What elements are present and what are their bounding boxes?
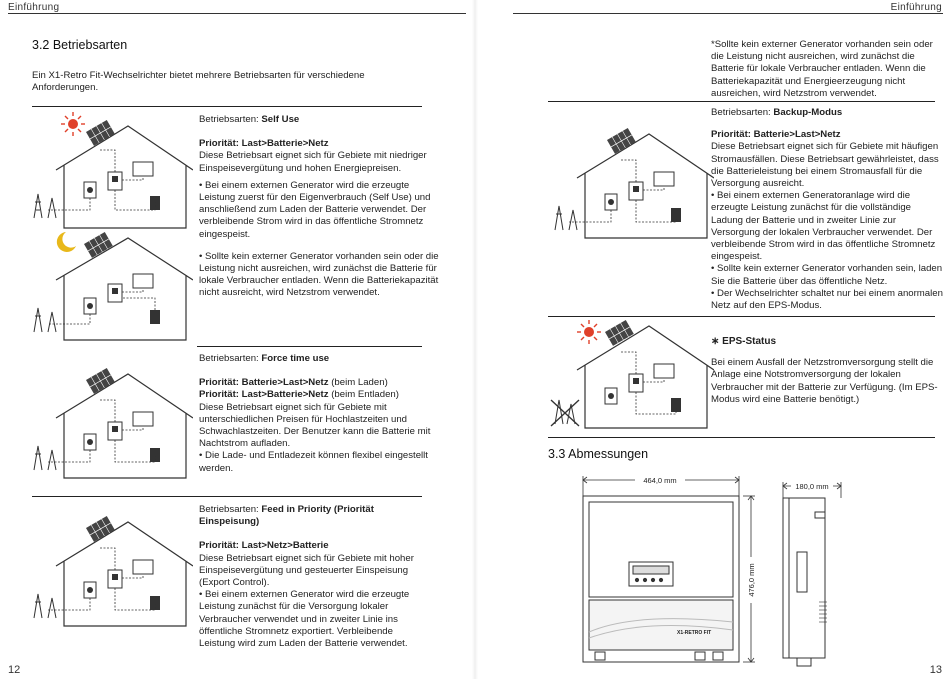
right-page	[475, 0, 950, 679]
backup-mode-block	[711, 107, 943, 312]
running-head-left: Einführung	[8, 2, 60, 13]
feed-in-priority-note: • Bei einem externen Generator wird die erzeugte Leistung zunächst für die Versorgung lokaler Verbraucher verwendet und in zweiter Linie ins öffentliche Stromnetz exportiert. Verbleibende Leistung wird zum Laden der Batterie verwendet.	[199, 589, 410, 650]
divider	[32, 106, 422, 107]
sun-icon	[577, 320, 601, 344]
pylon-icon	[34, 194, 56, 218]
divider	[197, 346, 422, 347]
section-title-betriebsarten: 3.2 Betriebsarten	[32, 38, 128, 52]
grid-off-icon	[551, 400, 579, 426]
force-time-use-priority-discharge: Priorität: Last>Batterie>Netz (beim Entladen)	[199, 389, 399, 401]
solar-panel-icon	[607, 128, 636, 154]
moon-icon	[57, 232, 76, 252]
divider	[32, 496, 422, 497]
front-view-drawing	[583, 496, 739, 662]
self-use-title: Betriebsarten: Self Use	[199, 114, 300, 125]
backup-mode-note-generator: • Bei einem externen Generatoranlage wird die erzeugte Leistung zunächst für die vollständige Ladung der Batterie und in zweiter Linie zur Versorgung der lokalen Verbraucher verwendet. Der verbleibende Strom wird in das öffentliche Stromnetz eingespeist.	[711, 190, 936, 263]
feed-in-priority-title: Betriebsarten: Feed in Priority (Priorität Einspeisung)	[199, 504, 374, 528]
eps-status-block	[711, 336, 943, 406]
force-time-use-title: Betriebsarten: Force time use	[199, 353, 330, 364]
solar-panel-icon	[84, 232, 113, 258]
backup-mode-priority: Priorität: Batterie>Last>Netz	[711, 129, 841, 141]
meter-box-icon	[654, 364, 674, 378]
meter-box-icon	[654, 172, 674, 186]
backup-mode-note-eps: • Der Wechselrichter schaltet nur bei einem anormalen Netz auf den EPS-Modus.	[711, 287, 943, 312]
force-time-use-diagram	[28, 360, 193, 485]
solar-panel-icon	[86, 368, 115, 394]
width-dimension-label: 464,0 mm	[643, 476, 677, 485]
solar-panel-icon	[605, 320, 634, 346]
eps-status-desc: Bei einem Ausfall der Netzstromversorgung stellt die Anlage eine Notstromversorgung der lokalen Verbraucher mit der Batterie zur Verfügung. (Im EPS-Modus wird eine Batterie benötigt.)	[711, 357, 938, 405]
backup-mode-desc: Diese Betriebsart eignet sich für Gebiete mit häufigen Stromausfällen. Diese Betriebsart gewährleistet, dass die Batterieleistung bei einem Stromausfall für die Versorgung ausreicht.	[711, 141, 939, 190]
solar-panel-icon	[86, 516, 115, 542]
page-number-left: 12	[8, 664, 21, 676]
meter-box-icon	[133, 162, 153, 176]
self-use-block	[199, 114, 439, 300]
sun-icon	[61, 112, 85, 136]
self-use-note-no-generator: • Sollte kein externer Generator vorhanden sein oder die Leistung nicht ausreichen, wird zunächst die Batterie für lokale Verbraucher entladen. Wenn die Batteriekapazität nicht ausreicht, wird Netzstrom verwendet.	[199, 250, 439, 299]
force-time-use-note: • Die Lade- und Entladezeit können flexibel eingestellt werden.	[199, 450, 428, 474]
divider	[548, 437, 935, 438]
feed-in-priority-desc: Diese Betriebsart eignet sich für Gebiete mit hoher Einspeisevergütung und gesteuerter Einspeisung (Export Control).	[199, 552, 414, 589]
self-use-priority: Priorität: Last>Batterie>Netz	[199, 138, 329, 150]
running-head-right: Einführung	[890, 2, 942, 13]
force-time-use-priority-charge: Priorität: Batterie>Last>Netz (beim Laden)	[199, 377, 388, 389]
product-label: X1-RETRO FIT	[677, 630, 712, 636]
header-rule	[513, 13, 943, 14]
dimension-drawing	[575, 472, 875, 672]
header-rule	[8, 13, 466, 14]
backup-preceding-note: *Sollte kein externer Generator vorhanden sein oder die Leistung nicht ausreichen, wird zunächst die Batterie für lokale Verbraucher entladen. Wenn die Batteriekapazität und Energieerzeugung nicht ausreichen, wird Netzstrom verwendet.	[711, 39, 933, 99]
force-time-use-block	[199, 353, 439, 475]
meter-box-icon	[133, 274, 153, 288]
self-use-day-diagram	[28, 110, 193, 235]
backup-mode-diagram	[549, 120, 714, 245]
pylon-icon	[34, 446, 56, 470]
pylon-icon	[34, 308, 56, 332]
height-dimension-label: 476,0 mm	[747, 563, 756, 597]
pylon-icon	[555, 206, 577, 230]
self-use-note-generator: • Bei einem externen Generator wird die erzeugte Leistung zuerst für den Eigenverbrauch (Self Use) und anschließend zum Laden der Batterie verwendet. Der verbleibende Strom wird in das öffentliche Stromnetz eingespeist.	[199, 179, 431, 240]
self-use-desc: Diese Betriebsart eignet sich für Gebiete mit niedriger Einspeisevergütung und hohen Energiepreisen.	[199, 150, 427, 174]
eps-status-title: ∗ EPS-Status	[711, 336, 777, 347]
feed-in-priority-diagram	[28, 508, 193, 633]
force-time-use-desc: Diese Betriebsart eignet sich für Gebiete mit unterschiedlichen Preisen für Hochlastzeiten und Schwachlastzeiten. Der Benutzer kann die Batterie mit Nachtstrom aufladen.	[199, 401, 431, 450]
divider	[548, 316, 935, 317]
backup-mode-title: Betriebsarten: Backup-Modus	[711, 107, 843, 118]
backup-mode-note-no-generator: • Sollte kein externer Generator vorhanden sein, laden Sie die Batterie über das öffentliche Netz.	[711, 263, 943, 287]
depth-dimension-label: 180,0 mm	[795, 482, 829, 491]
feed-in-priority-priority: Priorität: Last>Netz>Batterie	[199, 540, 329, 552]
self-use-night-diagram	[28, 228, 193, 348]
meter-box-icon	[133, 412, 153, 426]
battery-icon	[671, 398, 681, 412]
battery-icon	[150, 310, 160, 324]
page-number-right: 13	[929, 664, 942, 676]
section-intro: Ein X1-Retro Fit-Wechselrichter bietet mehrere Betriebsarten für verschiedene Anforderungen.	[32, 70, 365, 94]
side-view-drawing	[783, 498, 827, 666]
eps-status-diagram	[549, 318, 714, 433]
meter-box-icon	[133, 560, 153, 574]
pylon-icon	[34, 594, 56, 618]
section-title-abmessungen: 3.3 Abmessungen	[548, 447, 649, 461]
divider	[548, 101, 935, 102]
solar-panel-icon	[86, 120, 115, 146]
feed-in-priority-block	[199, 504, 419, 650]
